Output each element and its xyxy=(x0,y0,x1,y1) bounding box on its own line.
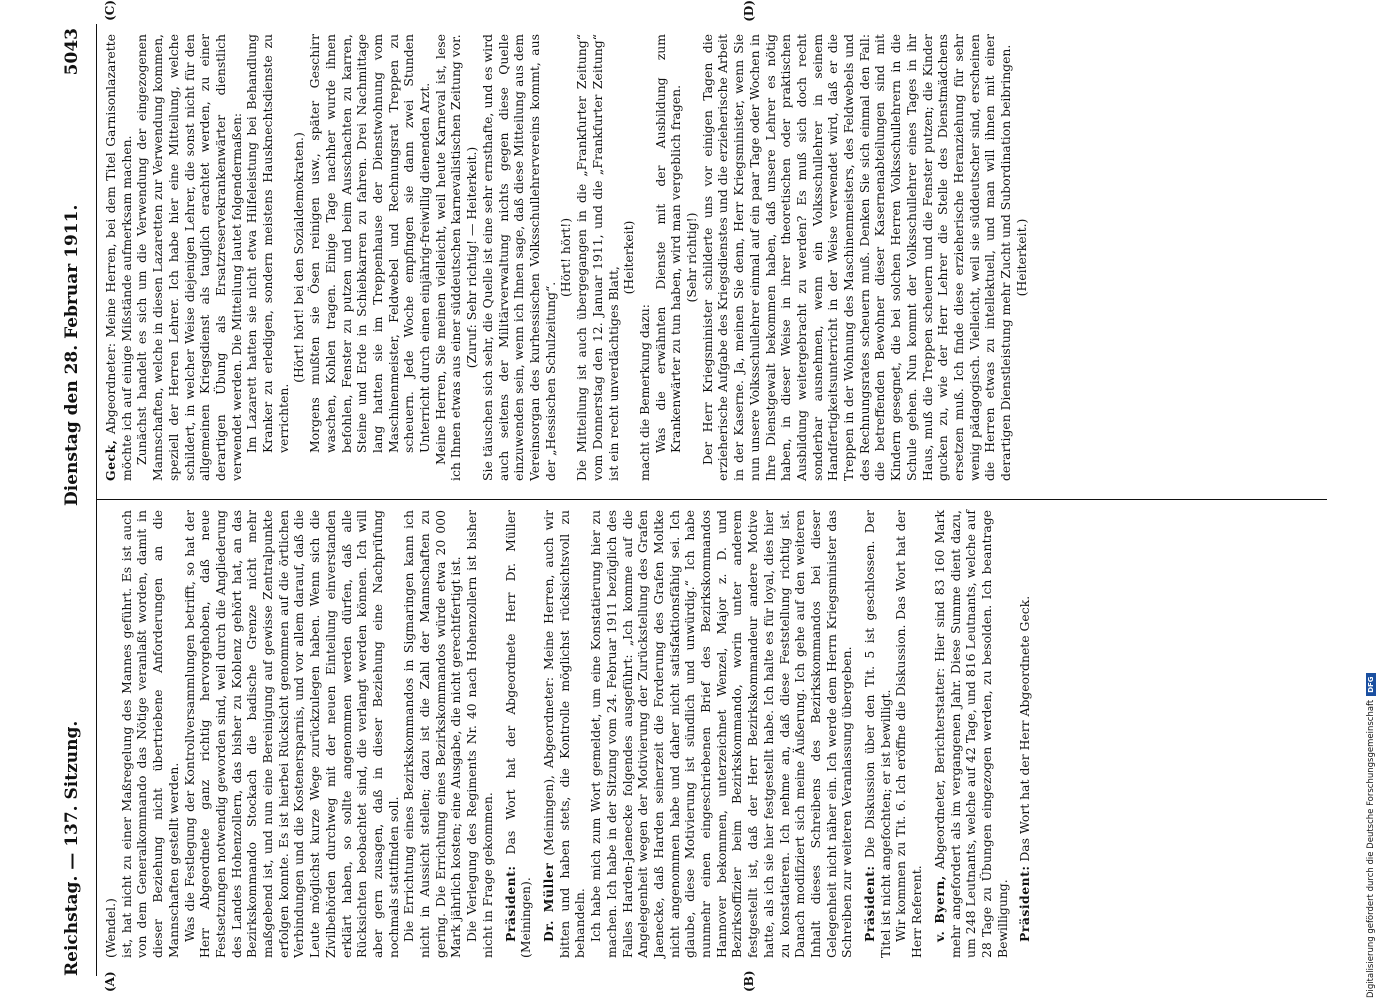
speaker-name: Präsident: xyxy=(1017,865,1033,942)
right-paragraph: (Zuruf: Sehr richtig! — Heiterkeit.) xyxy=(464,146,480,369)
right-paragraph: Morgens mußten sie Ösen reinigen usw., später Geschirr waschen, Kohlen tragen. Einige Tage nachher wurde ihnen befohlen, Fenster zu putzen und beim Ausschachten zu karren, Steine und Erde in Schiebkarren zu fahren. Drei Nachmittage lang hatten sie im Treppenhause der Dienstwohnung vom Maschinenmeister, Feldwebel und Rechnungsrat Treppen zu scheuern. Jede Woche empfingen sie dann zwei Stunden Unterricht durch einen einjährig-freiwillig dienenden Arzt. xyxy=(307,34,433,453)
right-paragraph: Der Herr Kriegsminister schilderte uns vor einigen Tagen die erzieherische Aufgabe des Kriegsdienstes und die erzieherische Arbeit in der Kaserne. Ja, meinen Sie denn, Herr Kriegsminister, wenn Sie nun unsere Volksschullehrer einmal auf ein paar Tage oder Wochen in Ihre Dienstgewalt bekommen haben, daß unsere Lehrer es nötig haben, in dieser Weise in ihrer theoretischen oder praktischen Ausbildung weitergebracht zu werden? Es muß sich doch recht sonderbar ausnehmen, wenn ein Volksschullehrer in seinem Handfertigkeitsunterricht in der Weise verwendet wird, daß er die Treppen in der Wohnung des Maschinenmeisters, des Feldwebels und des Rechnungsrates scheuern muß. Denken Sie sich einmal den Fall: die betreffenden Bewohner dieser Kasernenabteilungen sind mit Kindern gesegnet, die bei solchen Herren Volksschullehrern in die Schule gehen. Nun kommt der Volksschullehrer eines Tages in ihr Haus, muß die Treppen scheuern und die Fenster putzen; die Kinder gucken zu, wie der Herr Lehrer die Stelle des Dienstmädchens ersetzen muß. Ich finde diese erzieherische Heranziehung für sehr wenig pädagogisch. Vielleicht, weil sie süddeutscher sind, erscheinen die Herren etwas zu intellektuell, und man will ihnen mit einer derartigen Dienstleistung mehr Zucht und Subordination beibringen. xyxy=(699,34,1014,481)
left-paragraph: Präsident: Das Wort hat der Herr Abgeordnete Geck. xyxy=(1017,595,1033,942)
right-paragraph: Im Lazarett hatten sie nicht etwa Hilfeleistung bei Behandlung Kranker zu erledigen, sondern meistens Hausknechtsdienste zu verrichten. xyxy=(244,34,291,453)
left-paragraph: Die Verlegung des Regiments Nr. 40 nach Hohenzollern ist bisher nicht in Frage gekommen. xyxy=(464,510,495,958)
right-paragraph: (Heiterkeit.) xyxy=(1013,218,1029,297)
left-paragraph: ist, hat nicht zu einer Maßregelung des Mannes geführt. Es ist auch von dem Generalkommando das Nötige veranlaßt worden, damit in dieser Beziehung nicht übertriebene Anforderungen an die Mannschaften gestellt werden. xyxy=(118,510,181,958)
left-paragraph: Präsident: Das Wort hat der Abgeordnete Herr Dr. Müller (Meiningen). xyxy=(502,510,534,958)
credit-text: Digitalisierung gefördert durch die Deutsche Forschungsgemeinschaft xyxy=(1366,699,1376,998)
left-paragraph: (Wendel.) xyxy=(103,898,118,958)
left-paragraph: Ich habe mich zum Wort gemeldet, um eine Konstatierung hier zu machen. Ich habe in der Sitzung vom 24. Februar 1911 bezüglich des Falles Harden-Jaenecke folgendes ausgeführt: „Ich komme auf die Angelegenheit wegen der Motivierung der Zurückstellung des Grafen Jaenecke, daß Harden seinerzeit die Forderung des Grafen Moltke nicht angenommen habe und daher nicht satisfaktionsfähig sei. Ich glaube, diese Motivierung ist sündlich und unwürdig.“ Ich habe nunmehr einen eingeschriebenen Brief des Bezirkskommandos Hannover bekommen, unterzeichnet Wenzel, Major z. D. und Bezirksoffizier beim Bezirkskommando, worin unter anderem festgestellt ist, daß der Herr Bezirkskommandeur andere Motive hatte, als ich sie hier festgestellt habe. Ich halte es für loyal, dies hier zu konstatieren. Ich nehme an, daß diese Feststellung richtig ist. Danach modifiziert sich meine Äußerung. Ich gehe auf den weiteren Inhalt dieses Schreibens des Bezirkskommandos bei dieser Gelegenheit nicht näher ein. Ich werde dem Herrn Kriegsminister das Schreiben zur weiteren Veranlassung übergeben. xyxy=(588,510,855,958)
left-paragraph: v. Byern, Abgeordneter, Berichterstatter: Hier sind 83 160 Mark mehr angefordert als im vergangenen Jahr. Diese Summe dient dazu, um 248 Leutnants, welche auf 42 Tage, und 816 Leutnants, welche auf 28 Tage zu Übungen eingezogen werden, zu besolden. Ich beantrage Bewilligung. xyxy=(931,510,1010,958)
right-paragraph: Die Mitteilung ist auch übergegangen in die „Frankfurter Zeitung“ vom Donnerstag den 12. Januar 1911, und die „Frankfurter Zeitung“ ist ein recht unverdächtiges Blatt, xyxy=(574,34,621,481)
margin-marker-b: (B) xyxy=(742,970,756,992)
left-paragraph: Wir kommen zu Tit. 6. Ich eröffne die Diskussion. Das Wort hat der Herr Referent. xyxy=(893,510,925,958)
margin-marker-d: (D) xyxy=(742,0,756,22)
margin-marker-c: (C) xyxy=(103,0,117,21)
right-paragraph: Meine Herren, Sie meinen vielleicht, weil heute Karneval ist, lese ich Ihnen etwas aus einer süddeutschen karnevalistischen Zeitung vor. xyxy=(432,34,464,481)
digitization-credit xyxy=(1366,673,1376,998)
right-paragraph: (Hört! hört! bei den Sozialdemokraten.) xyxy=(291,132,307,383)
left-paragraph: Was die Festlegung der Kontrollversammlungen betrifft, so hat der Herr Abgeordnete ganz richtig hervorgehoben, daß neue Festsetzungen notwendig geworden sind, weil durch die Angliederung des Landes Hohenzollern, das bisher zu Koblenz gehört hat, an das Bezirkskommando Stockach die badische Grenze nicht mehr maßgebend ist, und nun eine Bereinigung auf gewisse Zentralpunkte erfolgen konnte. Es ist hierbei Rücksicht genommen auf die örtlichen Verbindungen und die Kostenersparnis, und vor allem darauf, daß die Leute möglichst kurze Wege zurückzulegen haben. Wenn sich die Zivilbehörden durchweg mit der neuen Einteilung einverstanden erklärt haben, so sollte angenommen werden dürfen, daß alle Rücksichten beobachtet sind, die verlangt werden können. Ich will aber gern zusagen, daß in dieser Beziehung eine Nachprüfung nochmals stattfinden soll. xyxy=(181,510,401,958)
running-head: Reichstag. — 137. Sitzung. xyxy=(62,720,82,976)
left-paragraph: Dr. Müller (Meiningen), Abgeordneter: Meine Herren, auch wir bitten und haben stets, die Kontrolle möglichst rücksichtsvoll zu behandeln. xyxy=(540,509,588,958)
right-paragraph: Zunächst handelt es sich um die Verwendung der eingezogenen Mannschaften, welche in diesen Lazaretten zur Verwendung kommen, speziell der Herren Lehrer. Ich habe hier eine Mitteilung, welche schildert, in welcher Weise diejenigen Lehrer, die sonst nicht für den allgemeinen Kriegsdienst als tauglich erachtet werden, zu einer derartigen Übung als Ersatzreservekrankenwärter dienstlich verwendet werden. Die Mitteilung lautet folgendermaßen: xyxy=(134,34,244,481)
left-paragraph: Präsident: Die Diskussion über den Tit. 5 ist geschlossen. Der Titel ist nicht angefochten; er ist bewilligt. xyxy=(862,510,893,958)
document-page xyxy=(50,0,1350,992)
right-column xyxy=(97,0,1327,500)
left-column xyxy=(97,500,1327,992)
page-header xyxy=(50,24,97,976)
speaker-name: v. Byern, xyxy=(931,875,947,942)
right-paragraph: Was die erwähnten Dienste mit der Ausbildung zum Krankenwärter zu tun haben, wird man vergeblich fragen. xyxy=(652,34,684,453)
page-number: 5043 xyxy=(62,28,82,76)
speaker-name: Geck, xyxy=(103,439,118,481)
right-paragraph: macht die Bemerkung dazu: xyxy=(636,304,652,481)
right-paragraph: (Heiterkeit) xyxy=(621,220,637,295)
margin-marker-a: (A) xyxy=(103,971,117,992)
dfg-logo: DFG xyxy=(1366,673,1376,695)
right-paragraph: Geck, Abgeordneter: Meine Herren, bei dem Titel Garnisonlazarette möchte ich auf einige Mißstände aufmerksam machen. xyxy=(103,34,134,481)
speaker-name: Präsident: xyxy=(502,865,518,942)
text-columns xyxy=(97,0,1327,992)
right-paragraph: (Hört! hört!) xyxy=(558,217,574,298)
right-paragraph: (Sehr richtig!) xyxy=(684,212,700,303)
speaker-name: Dr. Müller xyxy=(540,862,556,942)
right-paragraph: Sie täuschen sich sehr, die Quelle ist eine sehr ernsthafte, und es wird auch seitens der Militärverwaltung nichts gegen diese Quelle einzuwenden sein, wenn ich Ihnen sage, daß diese Mitteilung aus dem Vereinsorgan des kurhessischen Volksschullehrervereins kommt, aus der „Hessischen Schulzeitung“. xyxy=(479,34,558,481)
speaker-name: Präsident: xyxy=(862,865,878,942)
session-date: Dienstag den 28. Februar 1911. xyxy=(62,204,82,506)
left-paragraph: Die Errichtung eines Bezirkskommandos in Sigmaringen kann ich nicht in Aussicht stellen; dazu ist die Zahl der Mannschaften zu gering. Die Errichtung eines Bezirkskommandos würde etwa 20 000 Mark jährlich kosten; eine Ausgabe, die nicht gerechtfertigt ist. xyxy=(401,510,464,958)
